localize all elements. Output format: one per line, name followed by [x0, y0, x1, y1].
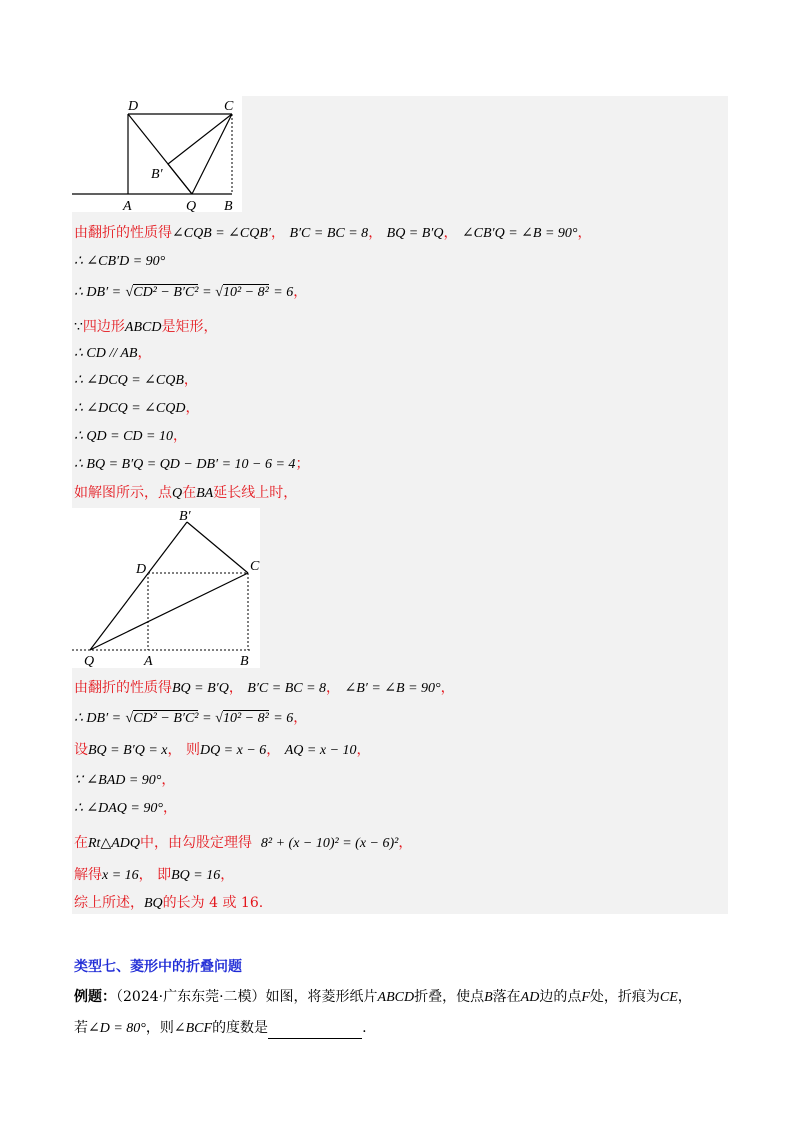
b2-line-6: 在Rt△ADQ中，由勾股定理得 8² + (x − 10)² = (x − 6)²，	[74, 835, 413, 851]
fig1-label-d: D	[128, 99, 139, 114]
b2-line-3: 设BQ = B′Q = x， 则DQ = x − 6， AQ = x − 10，	[74, 742, 371, 758]
b2-line-8: 综上所述，BQ的长为 4 或 16.	[74, 895, 264, 911]
b2-line-5: ∴ ∠DAQ = 90°，	[74, 800, 177, 816]
fig2-label-bprime: B′	[179, 509, 191, 524]
answer-blank[interactable]	[268, 1024, 362, 1039]
b2-line-1: 由翻折的性质得BQ = B′Q， B′C = BC = 8， ∠B′ = ∠B = 90°，	[74, 680, 455, 696]
figure-1-svg	[72, 96, 242, 212]
b1-line-3: ∴ DB′ = √CD² − B′C² = √10² − 8² = 6，	[74, 284, 308, 300]
example-label: 例题：	[74, 989, 116, 1005]
fig2-label-q: Q	[84, 654, 95, 668]
solution-panel	[72, 96, 728, 914]
fig1-label-q: Q	[186, 199, 197, 212]
b2-line-4: ∵ ∠BAD = 90°，	[74, 772, 176, 788]
b2-line-7: 解得x = 16， 即BQ = 16，	[74, 867, 235, 883]
fig1-label-a: A	[123, 199, 132, 212]
fig2-label-a: A	[144, 654, 153, 668]
b1-line-7: ∴ ∠DCQ = ∠CQD，	[74, 400, 200, 416]
example-line-2: 若∠D = 80°，则∠BCF的度数是 .	[74, 1018, 367, 1039]
fig2-label-d: D	[136, 562, 147, 577]
b1-line-9: ∴ BQ = B′Q = QD − DB′ = 10 − 6 = 4；	[74, 456, 310, 472]
b1-line-2: ∴ ∠CB′D = 90°	[74, 254, 166, 269]
figure-2	[72, 508, 260, 668]
figure-2-svg	[72, 508, 260, 668]
section-heading: 类型七、菱形中的折叠问题	[74, 959, 242, 975]
b1-line-10: 如解图所示，点Q在BA延长线上时，	[74, 485, 298, 501]
example-line-1: 例题：（2024·广东东莞·二模）如图，将菱形纸片ABCD折叠，使点B落在AD边的点F处，折痕为CE，	[74, 989, 692, 1005]
fig1-label-bprime: B′	[151, 167, 163, 182]
fig1-label-b: B	[224, 199, 233, 212]
b1-line-1: 由翻折的性质得∠CQB = ∠CQB′， B′C = BC = 8， BQ = B′Q， ∠CB′Q = ∠B = 90°，	[74, 225, 592, 241]
b1-line-8: ∴ QD = CD = 10，	[74, 428, 187, 444]
b2-line-2: ∴ DB′ = √CD² − B′C² = √10² − 8² = 6，	[74, 710, 308, 726]
fig1-label-c: C	[224, 99, 234, 114]
b1-line-6: ∴ ∠DCQ = ∠CQB，	[74, 372, 198, 388]
figure-1	[72, 96, 242, 212]
fig2-label-c: C	[250, 559, 260, 574]
fig2-label-b: B	[240, 654, 249, 668]
b1-line-5: ∴ CD // AB，	[74, 345, 152, 361]
b1-line-4: ∵四边形ABCD是矩形，	[74, 319, 218, 335]
